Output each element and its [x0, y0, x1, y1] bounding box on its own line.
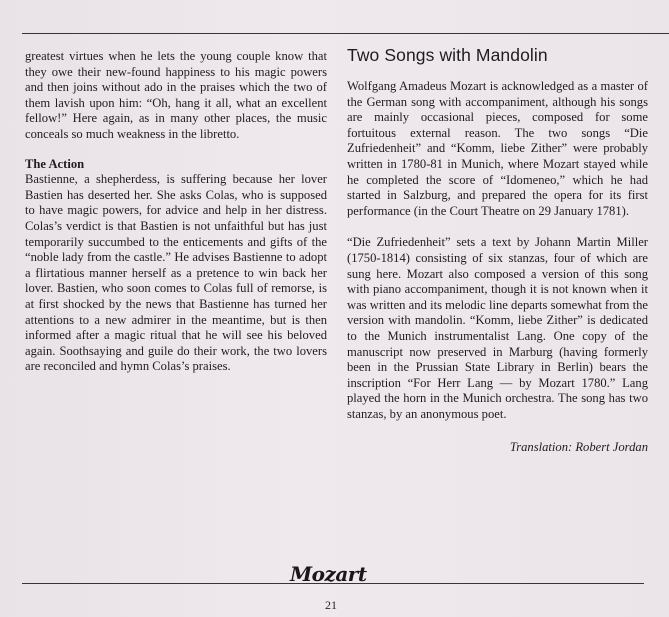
- songs-paragraph-1: Wolfgang Amadeus Mozart is acknowledged as a master of the German song with accompaniment, although his songs are mainly occasional pieces, composed for some fortuitous external reason. The two songs “Die Zufriedenheit” and “Komm, liebe Zither” were probably written in 1780-81 in Munich, where Mozart stayed while he completed the score of “Idomeneo,” which he had started in Salzburg, and prepared the opera for its first performance (in the Court Theatre on 29 January 1781).: [347, 79, 648, 218]
- action-heading: The Action: [25, 156, 85, 171]
- bottom-rule: [22, 583, 644, 584]
- action-paragraph: Bastienne, a shepherdess, is suffering because her lover Bastien has deserted her. She asks Colas, who is supposed to have magic powers, for advice and help in her distress. Colas’s verdict is that Bastien is not unfaithful but has just temporarily succumbed to the enticements and gifts of the “noble lady from the castle.” He advises Bastienne to adopt a flirtatious manner herself as a pretence to win back her lover. Bastien, who soon comes to Colas full of remorse, is at first shocked by the news that Bastienne has turned her attentions to a new admirer in the meantime, but is then informed after a magic ritual that he will see his beloved again. Soothsaying and guile do their work, the two lovers are reconciled and hymn Colas’s praises.: [25, 172, 327, 374]
- right-column: [347, 44, 648, 456]
- page-number: 21: [325, 598, 337, 612]
- section-title: Two Songs with Mandolin: [347, 45, 548, 65]
- songs-paragraph-2: “Die Zufriedenheit” sets a text by Johann Martin Miller (1750-1814) consisting of six stanzas, four of which are sung here. Mozart also composed a version of this song with piano accompaniment, though it is not known when it was written and its melodic line departs somewhat from the version with mandolin. “Komm, liebe Zither” is dedicated to the Munich instrumentalist Lang. One copy of the manuscript now preserved in Marburg (having formerly been in the Prussian State Library in Berlin) bears the inscription “For Herr Lang — by Mozart 1780.” Lang played the horn in the Munich orchestra. The song has two stanzas, by an anonymous poet.: [347, 235, 648, 421]
- intro-paragraph: greatest virtues when he lets the young couple know that they owe their new-found happiness to his magic powers and then joins without ado in the praises which the two of them lavish upon him: “Oh, hang it all, what an excellent fellow!” Here again, as in many other places, the music conceals so much weakness in the libretto.: [25, 49, 327, 141]
- left-column: [25, 49, 327, 375]
- translation-credit: Translation: Robert Jordan: [509, 440, 648, 455]
- top-rule: [22, 33, 669, 34]
- mozart-signature-logo: Mozart: [290, 562, 367, 586]
